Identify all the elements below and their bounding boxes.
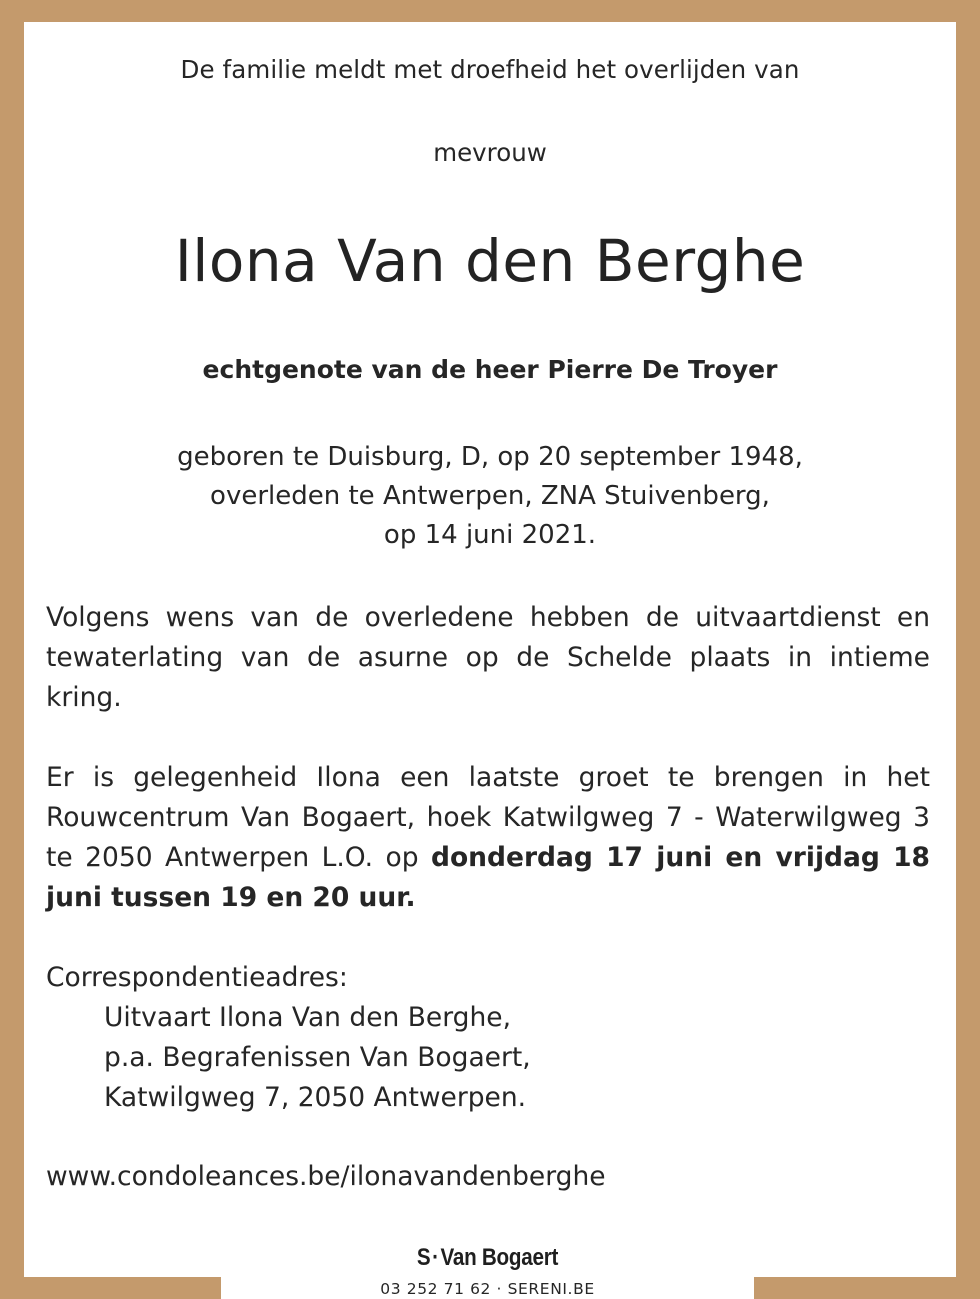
correspondence-line: Katwilgweg 7, 2050 Antwerpen. bbox=[104, 1082, 527, 1113]
condolence-website-link[interactable]: www.condoleances.be/ilonavandenberghe bbox=[46, 1161, 606, 1192]
visitation-text: Er is gelegenheid Ilona een laatste groet te brengen in het Rouwcentrum Van Bogaert, hoek Katwilgweg 7 - Waterwilgweg 3 te 2050 Antwerpen L.O. op bbox=[46, 762, 930, 873]
visitation-paragraph bbox=[46, 758, 930, 918]
funeral-home-contact: 03 252 71 62 · SERENI.BE bbox=[380, 1280, 595, 1298]
deceased-name: Ilona Van den Berghe bbox=[174, 227, 806, 295]
correspondence-line: p.a. Begrafenissen Van Bogaert, bbox=[104, 1042, 531, 1073]
logo-name: Van Bogaert bbox=[440, 1244, 559, 1271]
spouse-line: echtgenote van de heer Pierre De Troyer bbox=[202, 355, 778, 384]
honorific: mevrouw bbox=[433, 138, 547, 167]
correspondence-title: Correspondentieadres: bbox=[46, 962, 348, 993]
frame-bottom-right bbox=[754, 1277, 980, 1299]
birth-line: geboren te Duisburg, D, op 20 september 1948, bbox=[177, 442, 803, 472]
intro-text: De familie meldt met droefheid het overlijden van bbox=[180, 55, 800, 84]
frame-bottom-left bbox=[0, 1277, 221, 1299]
funeral-home-logo bbox=[258, 1244, 716, 1272]
birth-death-info bbox=[24, 438, 956, 555]
visitation-dates: donderdag 17 juni en vrijdag 18 juni tussen 19 en 20 uur. bbox=[46, 842, 930, 913]
logo-separator: · bbox=[432, 1244, 439, 1271]
death-place-line: overleden te Antwerpen, ZNA Stuivenberg, bbox=[210, 481, 770, 511]
funeral-wish-paragraph: Volgens wens van de overledene hebben de uitvaartdienst en tewaterlating van de asurne op de Schelde plaats in intieme kring. bbox=[46, 602, 930, 713]
death-date-line: op 14 juni 2021. bbox=[383, 520, 597, 550]
correspondence-line: Uitvaart Ilona Van den Berghe, bbox=[104, 1002, 511, 1033]
logo-initial: S bbox=[416, 1244, 431, 1271]
